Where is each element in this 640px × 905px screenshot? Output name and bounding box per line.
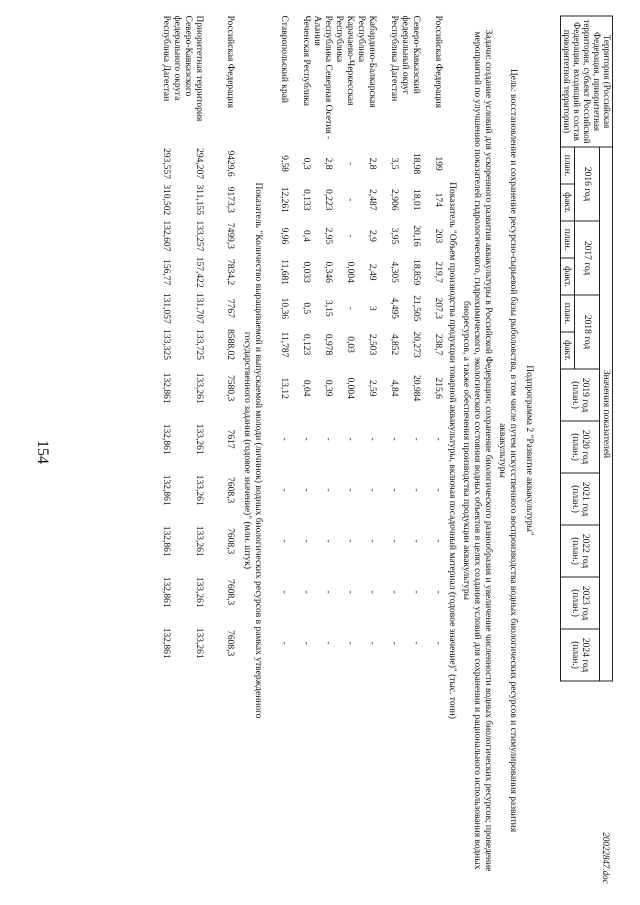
cell: 4,305: [388, 261, 399, 283]
cell: 132,861: [160, 525, 171, 557]
cell: 7767: [224, 298, 235, 318]
cell: 156,77: [160, 259, 171, 286]
cell: -: [432, 641, 443, 645]
year-2016: 2016 год: [574, 147, 599, 221]
cell: 0,123: [300, 333, 311, 356]
footer-filename: 20022847.doc: [601, 832, 611, 884]
cell: 20,16: [410, 225, 421, 247]
cell: 0,033: [300, 261, 311, 283]
cell: -: [300, 539, 311, 543]
cell: -: [344, 641, 355, 645]
cell: 0,978: [322, 333, 333, 356]
cell: 9429,6: [224, 150, 235, 177]
cell: 4,495: [388, 297, 399, 320]
cell: 3,5: [388, 157, 399, 170]
table-row: [289, 16, 311, 886]
cell: 11,787: [278, 331, 289, 358]
cell: 20,984: [410, 375, 421, 402]
cell: 0,004: [344, 261, 355, 283]
cell: 293,557: [160, 148, 171, 180]
cell: 8588,02: [224, 329, 235, 360]
cell: -: [410, 641, 421, 645]
cell: 133,261: [193, 423, 204, 455]
cell: 7834,2: [224, 259, 235, 286]
cell: 7580,3: [224, 375, 235, 402]
cell: -: [322, 488, 333, 492]
cell: -: [388, 488, 399, 492]
cell: -: [410, 488, 421, 492]
row-name: Чеченская Республика: [300, 15, 311, 107]
cell: 0,5: [300, 302, 311, 315]
tasks-text: Задачи: создание условий для ускоренного развития аквакультуры в Российской Федерации; сохранение биологического разнообразия и увеличение численности водных биологических ресурсов; проведение мероприятий по улучшению показателей гидрологического, гидрохимического, экологического состояния водных объектов в целях создания условий для сохранения и рационального использования водных биоресурсов, а также обеспечения производства продукции аквакультуры: [461, 29, 494, 872]
cell: -: [366, 590, 377, 594]
cell: 133,261: [193, 474, 204, 506]
cell: 7499,3: [224, 222, 235, 250]
cell: 133,261: [193, 627, 204, 659]
cell: -: [322, 641, 333, 645]
cell: 132,861: [160, 474, 171, 506]
cell: 132,861: [160, 576, 171, 608]
cell: 20,273: [410, 331, 421, 358]
indicator-2-rows: [140, 16, 235, 886]
cell: -: [344, 234, 355, 238]
cell: 132,607: [160, 220, 171, 252]
cell: -: [344, 539, 355, 543]
cell: 133,325: [160, 329, 171, 360]
cell: -: [344, 437, 355, 441]
cell: 133,725: [193, 329, 204, 360]
cell: 174: [432, 192, 443, 207]
table-row: [204, 16, 235, 886]
cell: -: [278, 437, 289, 441]
cell: 7617: [224, 429, 235, 449]
cell: -: [432, 437, 443, 441]
cell: 3,15: [322, 300, 333, 317]
cell: -: [300, 437, 311, 441]
cell: 133,261: [193, 576, 204, 608]
cell: -: [322, 437, 333, 441]
row-name: Российская Федерация: [224, 15, 235, 108]
cell: 13,12: [278, 377, 289, 399]
cell: 0,133: [300, 189, 311, 211]
cell: 0,346: [322, 261, 333, 283]
row-name: Кабардино-Балкарская Республика: [355, 15, 377, 108]
territory-header: Территория (Российская Федерация, приоритетная территория, субъект Российской Федерации, входящий в состав приоритетной территории): [560, 16, 612, 147]
cell: 199: [432, 156, 443, 171]
row-name: Республика Дагестан: [388, 15, 399, 102]
fact-2017: факт.: [560, 258, 574, 295]
cell: -: [344, 198, 355, 202]
cell: -: [300, 641, 311, 645]
cell: -: [344, 162, 355, 166]
cell: -: [278, 539, 289, 543]
table-row: [399, 16, 421, 886]
table-row: [267, 16, 289, 886]
cell: -: [300, 488, 311, 492]
plan-2016: план.: [560, 147, 574, 184]
row-name: Приоритетная территория Северо-Кавказского федерального округа: [171, 15, 204, 122]
cell: 2,9: [366, 230, 377, 242]
cell: -: [388, 437, 399, 441]
cell: -: [388, 590, 399, 594]
cell: -: [344, 590, 355, 594]
table-row: [355, 16, 377, 886]
header-table: [560, 16, 613, 682]
cell: 4,852: [388, 333, 399, 356]
cell: -: [388, 641, 399, 645]
table-row: [171, 16, 204, 886]
plan-2018: план.: [560, 295, 574, 332]
cell: 311,155: [193, 184, 204, 216]
cell: 2,487: [366, 189, 377, 211]
cell: -: [322, 539, 333, 543]
year-2017: 2017 год: [574, 221, 599, 295]
cell: 0,004: [344, 377, 355, 399]
cell: -: [366, 539, 377, 543]
indicator-2-title: Показатель "Количество выращиваемой и выпускаемой молоди (личинок) водных биологических ресурсов в рамках утвержденного государственного задания (годовое значение)" (млн. штук): [241, 182, 263, 719]
year-2022: 2022 год (план.): [560, 525, 599, 577]
document-body: [140, 16, 535, 886]
year-2018: 2018 год: [574, 295, 599, 369]
cell: -: [432, 539, 443, 543]
cell: 0,223: [322, 189, 333, 211]
cell: -: [344, 488, 355, 492]
row-name: Республика Северная Осетия - Алания: [311, 15, 333, 140]
cell: 11,681: [278, 259, 289, 286]
cell: 9,96: [278, 227, 289, 245]
cell: 7608,3: [224, 579, 235, 606]
fact-2018: факт.: [560, 332, 574, 369]
table-row: [333, 16, 355, 886]
cell: 18,98: [410, 152, 421, 175]
cell: -: [410, 590, 421, 594]
page-number: 154: [34, 440, 51, 464]
subprogram-title: Подпрограмма 2 "Развитие аквакультуры": [524, 365, 534, 536]
cell: -: [432, 488, 443, 492]
cell: 133,261: [193, 372, 204, 404]
row-name: Республика Дагестан: [160, 15, 171, 102]
cell: 0,3: [300, 157, 311, 170]
rotated-page: [25, 10, 615, 895]
cell: 9,58: [278, 155, 289, 172]
cell: 7608,3: [224, 477, 235, 504]
goal-text: Цель: восстановление и сохранение ресурсно-сырьевой базы рыболовства, в том числе путем искусственного воспроизводства водных биологических ресурсов и стимулирования развития аквакультуры: [497, 68, 519, 833]
cell: 2,59: [366, 379, 377, 397]
cell: -: [388, 539, 399, 543]
cell: 3,95: [388, 227, 399, 245]
indicator-1-title: Показатель "Объем производства продукции товарной аквакультуры, включая посадочный материал (годовое значение)" (тыс. тонн): [447, 182, 458, 719]
year-2019: 2019 год (план.): [560, 369, 599, 421]
cell: 2,8: [322, 157, 333, 170]
cell: 2,906: [388, 189, 399, 211]
table-row: [140, 16, 171, 886]
year-2023: 2023 год (план.): [560, 577, 599, 629]
year-2021: 2021 год (план.): [560, 473, 599, 525]
cell: 131,057: [160, 292, 171, 324]
cell: 2,49: [366, 263, 377, 281]
cell: 219,7: [432, 261, 443, 283]
cell: 133,257: [193, 220, 204, 252]
year-2020: 2020 год (план.): [560, 421, 599, 473]
cell: -: [366, 437, 377, 441]
cell: 7608,3: [224, 528, 235, 555]
table-row: [377, 16, 399, 886]
cell: -: [432, 590, 443, 594]
cell: 215,6: [432, 377, 443, 399]
cell: 133,261: [193, 525, 204, 557]
cell: -: [278, 488, 289, 492]
cell: 0,03: [344, 336, 355, 353]
cell: 10,36: [278, 297, 289, 320]
cell: -: [322, 590, 333, 594]
cell: -: [300, 590, 311, 594]
cell: 18,859: [410, 259, 421, 286]
cell: 131,707: [193, 292, 204, 324]
cell: -: [278, 590, 289, 594]
cell: 2,8: [366, 157, 377, 170]
cell: 12,261: [278, 186, 289, 213]
cell: 157,422: [193, 256, 204, 288]
row-name: Российская Федерация: [432, 15, 443, 108]
table-row: [311, 16, 333, 886]
cell: 2,95: [322, 227, 333, 245]
indicator-1-rows: [267, 16, 443, 886]
cell: -: [410, 437, 421, 441]
cell: -: [366, 488, 377, 492]
cell: 7608,3: [224, 630, 235, 657]
cell: 4,84: [388, 379, 399, 397]
values-title: Значения показателей: [599, 147, 612, 681]
cell: 132,861: [160, 423, 171, 455]
cell: 203: [432, 228, 443, 244]
row-name: Северо-Кавказский федеральный округ: [399, 15, 421, 95]
fact-2016: факт.: [560, 184, 574, 221]
cell: 132,861: [160, 627, 171, 659]
cell: 294,207: [193, 148, 204, 180]
cell: 238,7: [432, 333, 443, 356]
cell: 18,01: [410, 189, 421, 211]
cell: -: [366, 641, 377, 645]
year-2024: 2024 год (план.): [560, 629, 599, 681]
row-name: Карачаево-Черкесская Республика: [333, 15, 355, 106]
cell: 9173,3: [224, 186, 235, 213]
cell: 132,861: [160, 372, 171, 404]
row-name: Ставропольский край: [278, 15, 289, 104]
cell: -: [278, 641, 289, 645]
cell: -: [344, 306, 355, 310]
cell: 0,04: [300, 379, 311, 397]
cell: -: [410, 539, 421, 543]
table-row: [421, 16, 443, 886]
plan-2017: план.: [560, 221, 574, 258]
cell: 0,4: [300, 230, 311, 242]
cell: 207,3: [432, 297, 443, 320]
cell: 21,505: [410, 295, 421, 322]
cell: 0,39: [322, 379, 333, 397]
cell: 3: [366, 305, 377, 311]
cell: 2,503: [366, 333, 377, 356]
cell: 310,502: [160, 184, 171, 216]
